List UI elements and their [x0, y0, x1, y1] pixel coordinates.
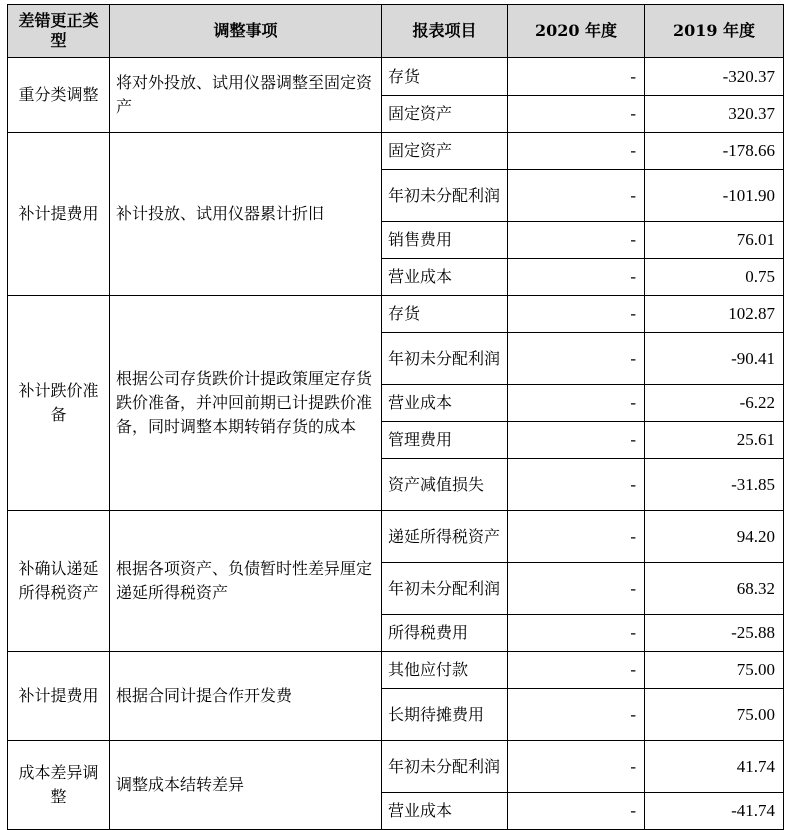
adjustment-item-cell: 根据各项资产、负债暂时性差异厘定递延所得税资产	[110, 511, 382, 652]
value-2019-cell: 75.00	[645, 652, 784, 689]
account-cell: 递延所得税资产	[382, 511, 508, 563]
value-2020-cell: -	[508, 741, 645, 793]
correction-type-cell: 成本差异调整	[8, 741, 110, 830]
value-2020-cell: -	[508, 459, 645, 511]
correction-type-cell: 重分类调整	[8, 58, 110, 133]
value-2020-cell: -	[508, 385, 645, 422]
account-cell: 固定资产	[382, 96, 508, 133]
value-2019-cell: 75.00	[645, 689, 784, 741]
header-item: 调整事项	[110, 5, 382, 58]
header-row	[8, 5, 784, 58]
value-2020-cell: -	[508, 333, 645, 385]
correction-type-cell: 补计提费用	[8, 133, 110, 296]
value-2020-cell: -	[508, 222, 645, 259]
value-2019-cell: -178.66	[645, 133, 784, 170]
value-2019-cell: -25.88	[645, 615, 784, 652]
value-2019-cell: -101.90	[645, 170, 784, 222]
value-2020-cell: -	[508, 96, 645, 133]
adjustment-item-cell: 根据公司存货跌价计提政策厘定存货跌价准备，并冲回前期已计提跌价准备，同时调整本期转销存货的成本	[110, 296, 382, 511]
account-cell: 营业成本	[382, 385, 508, 422]
header-2019: 2019 年度	[645, 5, 784, 58]
value-2020-cell: -	[508, 58, 645, 96]
value-2019-cell: 41.74	[645, 741, 784, 793]
value-2020-cell: -	[508, 170, 645, 222]
value-2020-cell: -	[508, 652, 645, 689]
adjustment-item-cell: 根据合同计提合作开发费	[110, 652, 382, 741]
account-cell: 固定资产	[382, 133, 508, 170]
value-2020-cell: -	[508, 793, 645, 830]
value-2019-cell: 0.75	[645, 259, 784, 296]
account-cell: 营业成本	[382, 259, 508, 296]
table-row	[8, 296, 784, 333]
value-2019-cell: 25.61	[645, 422, 784, 459]
header-type: 差错更正类型	[8, 5, 110, 58]
account-cell: 年初未分配利润	[382, 333, 508, 385]
table-row	[8, 133, 784, 170]
account-cell: 长期待摊费用	[382, 689, 508, 741]
account-cell: 年初未分配利润	[382, 563, 508, 615]
adjustment-item-cell: 调整成本结转差异	[110, 741, 382, 830]
table-row	[8, 652, 784, 689]
account-cell: 销售费用	[382, 222, 508, 259]
value-2019-cell: 320.37	[645, 96, 784, 133]
value-2019-cell: -90.41	[645, 333, 784, 385]
value-2019-cell: 94.20	[645, 511, 784, 563]
table-row	[8, 741, 784, 793]
header-account: 报表项目	[382, 5, 508, 58]
value-2020-cell: -	[508, 615, 645, 652]
account-cell: 资产减值损失	[382, 459, 508, 511]
account-cell: 其他应付款	[382, 652, 508, 689]
account-cell: 存货	[382, 296, 508, 333]
value-2019-cell: -6.22	[645, 385, 784, 422]
adjustment-table	[7, 4, 784, 830]
account-cell: 年初未分配利润	[382, 741, 508, 793]
account-cell: 年初未分配利润	[382, 170, 508, 222]
account-cell: 营业成本	[382, 793, 508, 830]
correction-type-cell: 补确认递延所得税资产	[8, 511, 110, 652]
header-2020: 2020 年度	[508, 5, 645, 58]
account-cell: 所得税费用	[382, 615, 508, 652]
value-2019-cell: 76.01	[645, 222, 784, 259]
value-2020-cell: -	[508, 133, 645, 170]
value-2019-cell: 68.32	[645, 563, 784, 615]
adjustment-item-cell: 补计投放、试用仪器累计折旧	[110, 133, 382, 296]
value-2020-cell: -	[508, 511, 645, 563]
table-row	[8, 511, 784, 563]
value-2019-cell: 102.87	[645, 296, 784, 333]
value-2019-cell: -41.74	[645, 793, 784, 830]
value-2019-cell: -31.85	[645, 459, 784, 511]
value-2020-cell: -	[508, 563, 645, 615]
value-2019-cell: -320.37	[645, 58, 784, 96]
table-row	[8, 58, 784, 96]
correction-type-cell: 补计跌价准备	[8, 296, 110, 511]
account-cell: 管理费用	[382, 422, 508, 459]
table-body	[8, 58, 784, 830]
value-2020-cell: -	[508, 422, 645, 459]
correction-type-cell: 补计提费用	[8, 652, 110, 741]
account-cell: 存货	[382, 58, 508, 96]
adjustment-item-cell: 将对外投放、试用仪器调整至固定资产	[110, 58, 382, 133]
value-2020-cell: -	[508, 296, 645, 333]
value-2020-cell: -	[508, 259, 645, 296]
value-2020-cell: -	[508, 689, 645, 741]
